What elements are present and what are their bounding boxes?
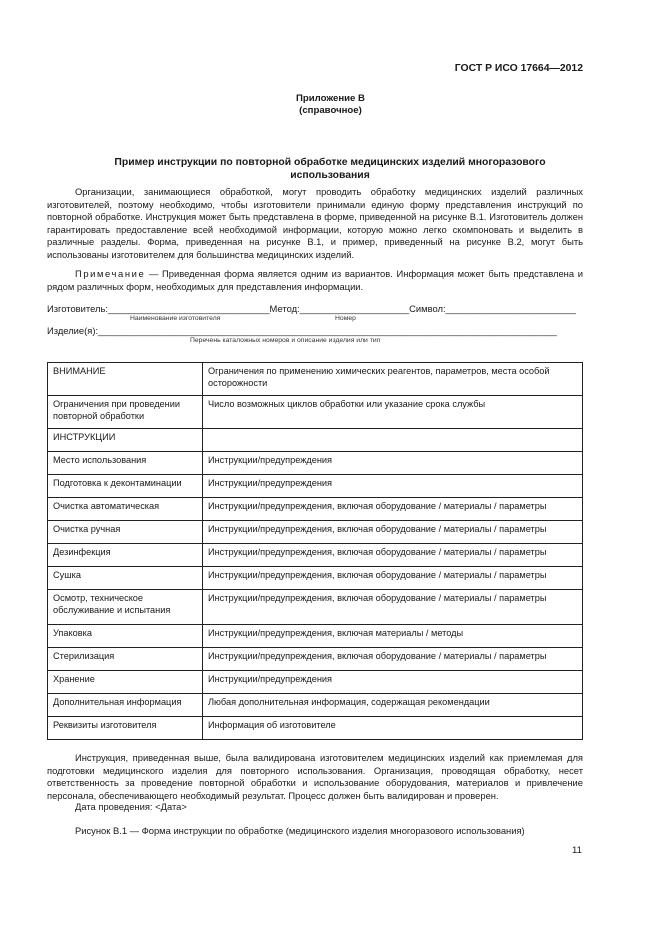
page-number: 11 bbox=[572, 845, 582, 856]
row-label-cell: Осмотр, техническое обслуживание и испытания bbox=[48, 590, 203, 625]
caption-number: Номер bbox=[335, 315, 356, 322]
table-row bbox=[48, 475, 583, 498]
row-content-cell: Инструкции/предупреждения bbox=[203, 452, 583, 475]
row-label-cell: Очистка ручная bbox=[48, 521, 203, 544]
row-label-cell: Подготовка к деконтаминации bbox=[48, 475, 203, 498]
row-label-cell: Хранение bbox=[48, 671, 203, 694]
caption-item: Перечень каталожных номеров и описание изделия или тип bbox=[190, 337, 381, 344]
annex-heading bbox=[0, 93, 661, 117]
row-label-cell: ИНСТРУКЦИИ bbox=[48, 429, 203, 452]
row-label-cell: Стерилизация bbox=[48, 648, 203, 671]
row-content-cell: Информация об изготовителе bbox=[203, 717, 583, 740]
row-content-cell: Инструкции/предупреждения, включая оборудование / материалы / параметры bbox=[203, 648, 583, 671]
row-label-cell: ВНИМАНИЕ bbox=[48, 363, 203, 396]
validation-paragraph: Инструкция, приведенная выше, была валидирована изготовителем медицинских изделий как приемлемая для подготовки медицинского изделия для повторного использования. Организация, проводящая обработку, несет ответственность за проведение повторной обработки и использование оборудования, материалов и привлечение персонала, обеспечивающего необходимый результат. Процесс должен быть валидирован и проверен. bbox=[47, 752, 583, 801]
row-label-cell: Дезинфекция bbox=[48, 544, 203, 567]
note-paragraph bbox=[47, 268, 583, 293]
table-row bbox=[48, 625, 583, 648]
table-row bbox=[48, 498, 583, 521]
table-row bbox=[48, 396, 583, 429]
instruction-form-table bbox=[47, 362, 583, 740]
row-content-cell: Инструкции/предупреждения bbox=[203, 475, 583, 498]
row-content-cell: Любая дополнительная информация, содержащая рекомендации bbox=[203, 694, 583, 717]
date-line: Дата проведения: <Дата> bbox=[75, 801, 187, 812]
row-content-cell: Инструкции/предупреждения, включая оборудование / материалы / параметры bbox=[203, 567, 583, 590]
annex-note: (справочное) bbox=[299, 105, 362, 116]
caption-manufacturer: Наименование изготовителя bbox=[130, 315, 221, 322]
row-content-cell: Число возможных циклов обработки или указание срока службы bbox=[203, 396, 583, 429]
row-content-cell: Инструкции/предупреждения, включая оборудование / материалы / параметры bbox=[203, 590, 583, 625]
row-label-cell: Дополнительная информация bbox=[48, 694, 203, 717]
table-row bbox=[48, 694, 583, 717]
row-label-cell: Ограничения при проведении повторной обработки bbox=[48, 396, 203, 429]
table-row bbox=[48, 363, 583, 396]
row-label-cell: Место использования bbox=[48, 452, 203, 475]
row-label-cell: Сушка bbox=[48, 567, 203, 590]
annex-title: Приложение В bbox=[296, 93, 365, 104]
table-row bbox=[48, 648, 583, 671]
section-title: Пример инструкции по повторной обработке медицинских изделий многоразового использования bbox=[114, 157, 546, 181]
intro-paragraph: Организации, занимающиеся обработкой, могут проводить обработку медицинских изделий различных изготовителей, поэтому необходимо, чтобы изготовители принимали единую форму представления инструкций по повторной обработке. Инструкция может быть представлена в форме, приведенной на рисунке В.1. Изготовитель должен гарантировать предоставление всей необходимой информации, которую можно легко скомпоновать и выделить в различные разделы. Форма, приведенная на рисунке В.1, и пример, приведенный на рисунке В.2, могут быть использованы изготовителем для большинства медицинских изделий. bbox=[47, 186, 583, 260]
table-row bbox=[48, 521, 583, 544]
row-label-cell: Упаковка bbox=[48, 625, 203, 648]
table-row bbox=[48, 567, 583, 590]
table-row bbox=[48, 671, 583, 694]
table-row bbox=[48, 590, 583, 625]
table-row bbox=[48, 429, 583, 452]
row-content-cell: Инструкции/предупреждения bbox=[203, 671, 583, 694]
row-label-cell: Очистка автоматическая bbox=[48, 498, 203, 521]
figure-caption: Рисунок В.1 — Форма инструкции по обработке (медицинского изделия многоразового использования) bbox=[75, 825, 525, 836]
table-row bbox=[48, 717, 583, 740]
row-content-cell bbox=[203, 429, 583, 452]
manufacturer-line: Изготовитель:_______________________________Метод:_____________________Символ:_________________________ bbox=[47, 303, 576, 314]
item-line: Изделие(я):________________________________________________________________________________________ bbox=[47, 325, 557, 336]
note-text: — Приведенная форма является одним из вариантов. Информация может быть представлена и рядом различных форм, необходимых для представления информации. bbox=[47, 268, 583, 292]
table-row bbox=[48, 452, 583, 475]
row-label-cell: Реквизиты изготовителя bbox=[48, 717, 203, 740]
row-content-cell: Инструкции/предупреждения, включая оборудование / материалы / параметры bbox=[203, 498, 583, 521]
standard-code: ГОСТ Р ИСО 17664—2012 bbox=[454, 63, 583, 74]
table-row bbox=[48, 544, 583, 567]
row-content-cell: Инструкции/предупреждения, включая оборудование / материалы / параметры bbox=[203, 544, 583, 567]
row-content-cell: Инструкции/предупреждения, включая материалы / методы bbox=[203, 625, 583, 648]
row-content-cell: Инструкции/предупреждения, включая оборудование / материалы / параметры bbox=[203, 521, 583, 544]
note-label: Примечание bbox=[75, 268, 146, 279]
row-content-cell: Ограничения по применению химических реагентов, параметров, места особой осторожности bbox=[203, 363, 583, 396]
